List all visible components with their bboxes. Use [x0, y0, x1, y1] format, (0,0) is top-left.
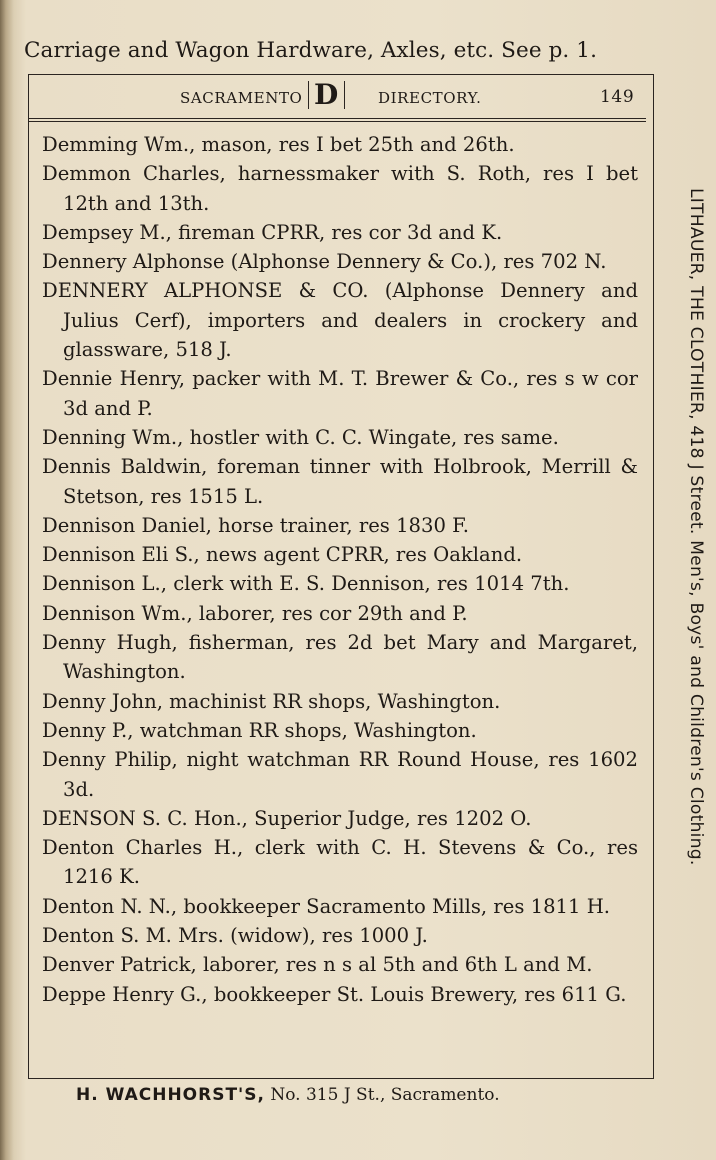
directory-entry: Dennery Alphonse (Alphonse Dennery & Co.), res 702 N.: [42, 250, 607, 274]
running-head-letter: D: [308, 81, 345, 109]
top-advertisement: Carriage and Wagon Hardware, Axles, etc. See p. 1.: [24, 38, 598, 63]
directory-entry: Dennison Eli S., news agent CPRR, res Oakland.: [42, 543, 523, 567]
side-advertisement: LITHAUER, THE CLOTHIER, 418 J Street. Men's, Boys' and Children's Clothing.: [686, 188, 706, 866]
running-head-city: SACRAMENTO: [180, 89, 303, 107]
directory-entry: Denny P., watchman RR shops, Washington.: [42, 718, 477, 742]
header-rule: [28, 118, 646, 119]
directory-entry: Denton Charles H., clerk with C. H. Stevens & Co., res 1216 K.: [42, 836, 638, 889]
directory-entry: Demmon Charles, harnessmaker with S. Roth, res I bet 12th and 13th.: [42, 162, 638, 215]
directory-entry: Denton N. N., bookkeeper Sacramento Mills, res 1811 H.: [42, 894, 611, 918]
running-head: [28, 78, 646, 113]
running-head-directory: DIRECTORY.: [378, 89, 482, 107]
bottom-ad-name: H. WACHHORST'S,: [76, 1085, 265, 1105]
directory-entry: DENNERY ALPHONSE & CO. (Alphonse Dennery and Julius Cerf), importers and dealers in crockery and glassware, 518 J.: [42, 279, 638, 362]
directory-entry: Denning Wm., hostler with C. C. Wingate, res same.: [42, 425, 559, 449]
directory-entry: Dennis Baldwin, foreman tinner with Holbrook, Merrill & Stetson, res 1515 L.: [42, 455, 638, 508]
bottom-advertisement: [76, 1085, 636, 1105]
directory-entry: Denver Patrick, laborer, res n s al 5th and 6th L and M.: [42, 953, 593, 977]
bottom-ad-address: No. 315 J St., Sacramento.: [264, 1085, 500, 1105]
directory-entry: Denny Philip, night watchman RR Round House, res 1602 3d.: [42, 748, 638, 801]
directory-entry: Demming Wm., mason, res I bet 25th and 26th.: [42, 133, 515, 156]
directory-entry: Denny John, machinist RR shops, Washington.: [42, 689, 501, 713]
directory-entry: Deppe Henry G., bookkeeper St. Louis Brewery, res 611 G.: [42, 982, 627, 1006]
directory-entry: Dennison Daniel, horse trainer, res 1830 F.: [42, 513, 469, 537]
directory-entry: Dennison L., clerk with E. S. Dennison, res 1014 7th.: [42, 572, 570, 596]
header-rule-double: [28, 121, 646, 122]
directory-entry: Dennie Henry, packer with M. T. Brewer & Co., res s w cor 3d and P.: [42, 367, 638, 420]
directory-entry: Dempsey M., fireman CPRR, res cor 3d and K.: [42, 220, 503, 244]
directory-entry: DENSON S. C. Hon., Superior Judge, res 1202 O.: [42, 806, 532, 830]
directory-entry: Denny Hugh, fisherman, res 2d bet Mary and Margaret, Washington.: [42, 631, 638, 684]
page-number: 149: [600, 87, 635, 107]
directory-entry: Denton S. M. Mrs. (widow), res 1000 J.: [42, 924, 428, 948]
directory-entries: [42, 130, 638, 1009]
directory-entry: Dennison Wm., laborer, res cor 29th and P.: [42, 601, 468, 625]
